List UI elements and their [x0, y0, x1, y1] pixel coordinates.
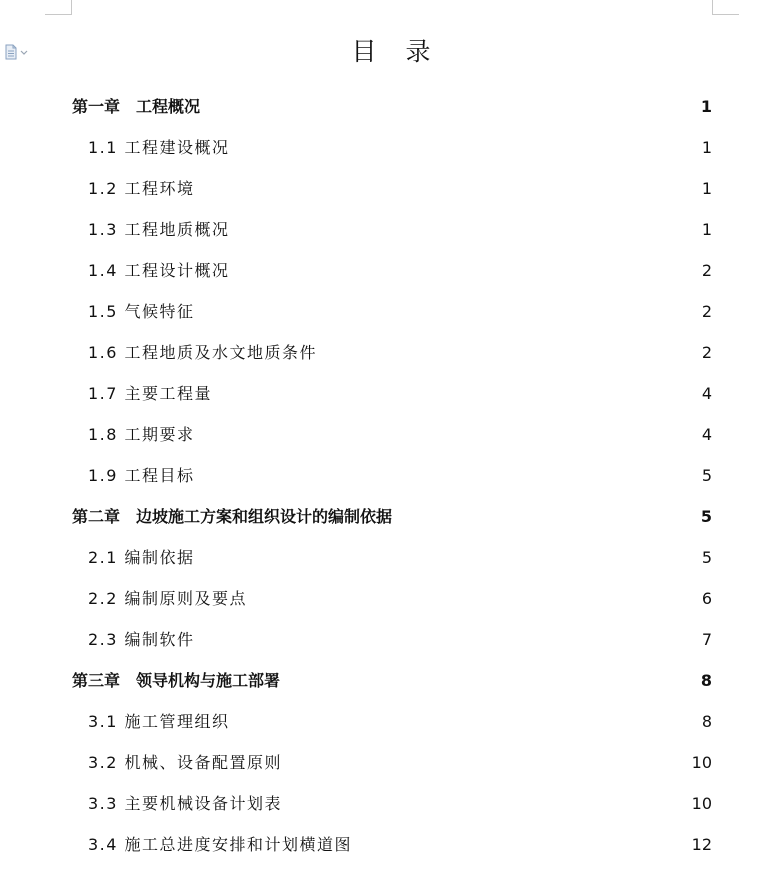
toc-section-entry[interactable]	[88, 623, 712, 651]
toc-dot-leader	[356, 834, 688, 856]
toc-section-entry[interactable]	[88, 172, 712, 200]
toc-section-entry[interactable]	[88, 541, 712, 569]
toc-section-entry[interactable]	[88, 459, 712, 487]
toc-entry-label: 1.3 工程地质概况	[88, 220, 230, 239]
toc-chapter-entry[interactable]	[72, 90, 712, 118]
toc-section-entry[interactable]	[88, 705, 712, 733]
toc-dot-leader	[286, 793, 688, 815]
toc-section-entry[interactable]	[88, 582, 712, 610]
toc-section-entry[interactable]	[88, 377, 712, 405]
toc-page-number: 4	[701, 425, 712, 444]
toc-page-number: 1	[700, 97, 712, 116]
toc-page-number: 1	[701, 220, 712, 239]
toc-entry-label: 3.2 机械、设备配置原则	[88, 753, 283, 772]
toc-entry-label: 1.9 工程目标	[88, 466, 195, 485]
toc-entry-label: 第二章 边坡施工方案和组织设计的编制依据	[72, 507, 393, 526]
toc-dot-leader	[234, 137, 698, 159]
toc-page-number: 6	[701, 589, 712, 608]
page-corner-mark-top-right	[712, 0, 739, 15]
page-corner-mark-top-left	[45, 0, 72, 15]
toc-page-number: 1	[701, 179, 712, 198]
toc-page-number: 2	[701, 261, 712, 280]
toc-dot-leader	[199, 547, 698, 569]
toc-entry-label: 2.1 编制依据	[88, 548, 195, 567]
toc-dot-leader	[199, 629, 698, 651]
toc-entry-label: 1.1 工程建设概况	[88, 138, 230, 157]
toc-entry-label: 第一章 工程概况	[72, 97, 201, 116]
toc-entry-label: 1.5 气候特征	[88, 302, 195, 321]
toc-page-number: 1	[701, 138, 712, 157]
toc-section-entry[interactable]	[88, 746, 712, 774]
toc-section-entry[interactable]	[88, 254, 712, 282]
toc-entry-label: 1.2 工程环境	[88, 179, 195, 198]
toc-dot-leader	[199, 465, 698, 487]
toc-section-entry[interactable]	[88, 131, 712, 159]
toc-page-number: 2	[701, 302, 712, 321]
toc-entry-label: 3.3 主要机械设备计划表	[88, 794, 283, 813]
toc-dot-leader	[234, 711, 698, 733]
toc-dot-leader	[216, 383, 698, 405]
toc-chapter-entry[interactable]	[72, 500, 712, 528]
toc-dot-leader	[199, 424, 698, 446]
toc-dot-leader	[204, 96, 697, 118]
toc-dot-leader	[284, 670, 697, 692]
toc-page-number: 2	[701, 343, 712, 362]
toc-page-number: 7	[701, 630, 712, 649]
page-title: 目 录	[351, 37, 433, 66]
toc-page-number: 5	[700, 507, 712, 526]
toc-section-entry[interactable]	[88, 295, 712, 323]
toc-dot-leader	[396, 506, 697, 528]
toc-section-entry[interactable]	[88, 336, 712, 364]
toc-entry-label: 2.3 编制软件	[88, 630, 195, 649]
toc-page-number: 4	[701, 384, 712, 403]
toc-entry-label: 1.4 工程设计概况	[88, 261, 230, 280]
toc-entry-label: 3.1 施工管理组织	[88, 712, 230, 731]
toc-chapter-entry[interactable]	[72, 664, 712, 692]
toc-page-number: 5	[701, 548, 712, 567]
toc-page-number: 5	[701, 466, 712, 485]
toc-entry-label: 3.4 施工总进度安排和计划横道图	[88, 835, 353, 854]
toc-page-number: 8	[700, 671, 712, 690]
toc-section-entry[interactable]	[88, 828, 712, 856]
toc-section-entry[interactable]	[88, 418, 712, 446]
toc-entry-label: 第三章 领导机构与施工部署	[72, 671, 281, 690]
toc-dot-leader	[234, 219, 698, 241]
toc-entry-label: 1.7 主要工程量	[88, 384, 213, 403]
toc-dot-leader	[234, 260, 698, 282]
toc-section-entry[interactable]	[88, 213, 712, 241]
toc-section-entry[interactable]	[88, 787, 712, 815]
toc-dot-leader	[199, 178, 698, 200]
toc-page-number: 8	[701, 712, 712, 731]
toc-entry-label: 1.6 工程地质及水文地质条件	[88, 343, 318, 362]
toc-page-number: 12	[691, 835, 712, 854]
toc-dot-leader	[321, 342, 698, 364]
toc-entry-label: 2.2 编制原则及要点	[88, 589, 248, 608]
toc-entry-label: 1.8 工期要求	[88, 425, 195, 444]
toc-page-number: 10	[691, 753, 712, 772]
toc-dot-leader	[199, 301, 698, 323]
toc-dot-leader	[286, 752, 688, 774]
toc-dot-leader	[251, 588, 698, 610]
toc-page-number: 10	[691, 794, 712, 813]
